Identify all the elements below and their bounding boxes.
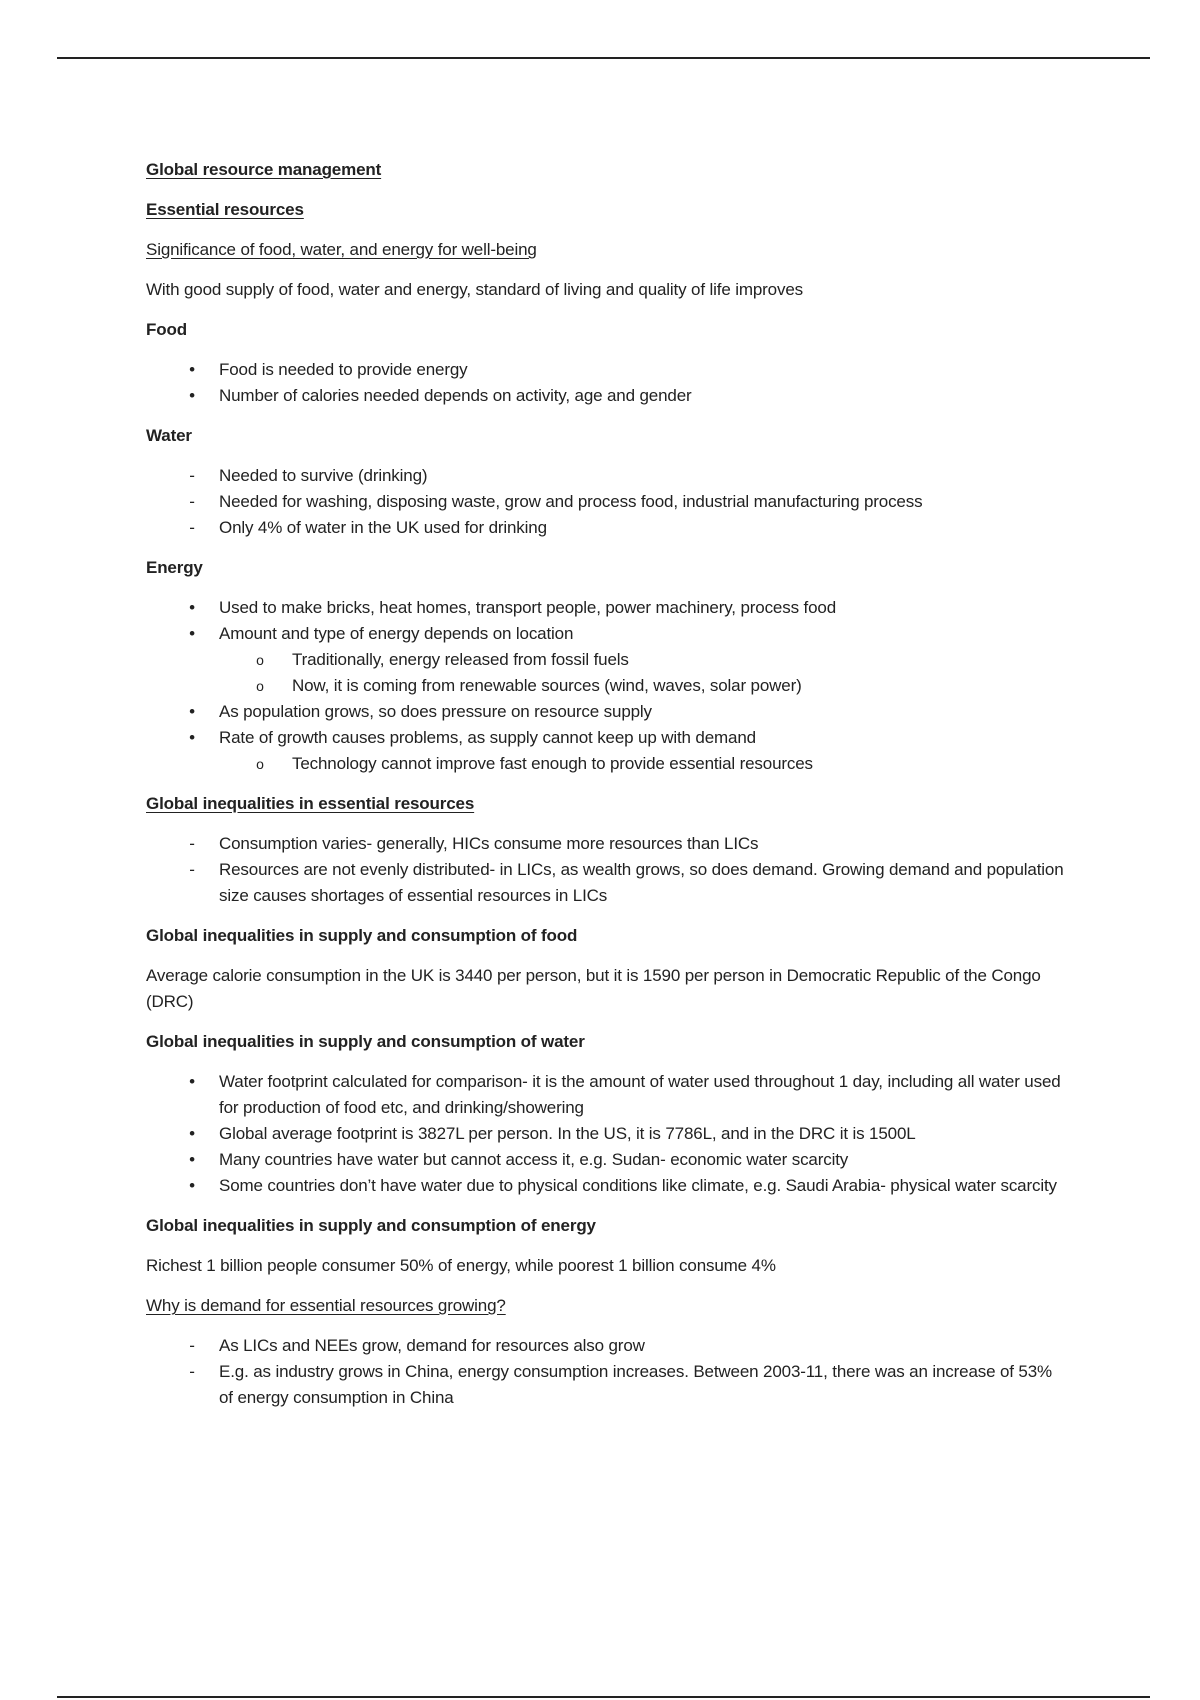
subsection-heading: Significance of food, water, and energy for well-being (146, 240, 537, 259)
heading-inequalities-energy: Global inequalities in supply and consumption of energy (146, 1216, 596, 1235)
list-item-text: Water footprint calculated for comparison- it is the amount of water used throughout 1 day, including all water used for production of food etc, and drinking/showering (219, 1072, 1061, 1117)
heading-energy: Energy (146, 558, 203, 577)
list-item-text: Needed to survive (drinking) (219, 466, 428, 485)
sub-list-item (146, 751, 1066, 777)
list-item-text: As population grows, so does pressure on resource supply (219, 702, 652, 721)
list-item (146, 725, 1066, 751)
list-item-text: Needed for washing, disposing waste, grow and process food, industrial manufacturing process (219, 492, 923, 511)
list-item (146, 515, 1066, 541)
list-item-text: Many countries have water but cannot access it, e.g. Sudan- economic water scarcity (219, 1150, 849, 1169)
water-inequalities-list (146, 1069, 1066, 1199)
list-item-text: Food is needed to provide energy (219, 360, 468, 379)
dash-icon: - (189, 492, 195, 511)
bullet-icon: • (189, 1124, 195, 1143)
why-list (146, 1333, 1066, 1411)
document-title: Global resource management (146, 160, 382, 179)
document-body (146, 157, 1066, 1425)
list-item (146, 595, 1066, 621)
list-item (146, 1359, 1066, 1411)
circle-bullet-icon: o (256, 678, 264, 694)
list-item-text: Rate of growth causes problems, as supply cannot keep up with demand (219, 728, 756, 747)
list-item-text: Used to make bricks, heat homes, transport people, power machinery, process food (219, 598, 836, 617)
paragraph: With good supply of food, water and energy, standard of living and quality of life improves (146, 280, 803, 299)
bullet-icon: • (189, 1072, 195, 1091)
list-item-text: Technology cannot improve fast enough to provide essential resources (292, 754, 813, 773)
dash-icon: - (189, 1336, 195, 1355)
list-item-text: Resources are not evenly distributed- in LICs, as wealth grows, so does demand. Growing demand and population size causes shortages of essential resources in LICs (219, 860, 1064, 905)
list-item (146, 831, 1066, 857)
list-item (146, 1333, 1066, 1359)
list-item-text: Traditionally, energy released from fossil fuels (292, 650, 629, 669)
list-item-text: Number of calories needed depends on activity, age and gender (219, 386, 692, 405)
dash-icon: - (189, 466, 195, 485)
circle-bullet-icon: o (256, 652, 264, 668)
list-item (146, 357, 1066, 383)
list-item-text: E.g. as industry grows in China, energy consumption increases. Between 2003-11, there was an increase of 53% of energy consumption in China (219, 1362, 1053, 1407)
bullet-icon: • (189, 1176, 195, 1195)
water-list (146, 463, 1066, 541)
paragraph: Richest 1 billion people consumer 50% of energy, while poorest 1 billion consume 4% (146, 1256, 776, 1275)
food-list (146, 357, 1066, 409)
bullet-icon: • (189, 360, 195, 379)
list-item-text: Consumption varies- generally, HICs consume more resources than LICs (219, 834, 759, 853)
list-item (146, 621, 1066, 647)
footer-rule (57, 1696, 1150, 1698)
list-item-text: As LICs and NEEs grow, demand for resources also grow (219, 1336, 645, 1355)
dash-icon: - (189, 834, 195, 853)
list-item (146, 1147, 1066, 1173)
bullet-icon: • (189, 624, 195, 643)
list-item (146, 1121, 1066, 1147)
list-item-text: Only 4% of water in the UK used for drinking (219, 518, 547, 537)
paragraph: Average calorie consumption in the UK is 3440 per person, but it is 1590 per person in Democratic Republic of the Congo (DRC) (146, 966, 1041, 1011)
heading-inequalities-food: Global inequalities in supply and consumption of food (146, 926, 578, 945)
list-item (146, 857, 1066, 909)
header-rule (57, 57, 1150, 59)
heading-global-inequalities: Global inequalities in essential resources (146, 794, 475, 813)
bullet-icon: • (189, 386, 195, 405)
dash-icon: - (189, 518, 195, 537)
list-item-text: Now, it is coming from renewable sources (wind, waves, solar power) (292, 676, 802, 695)
energy-list (146, 595, 1066, 777)
list-item (146, 699, 1066, 725)
heading-why-demand: Why is demand for essential resources growing? (146, 1296, 506, 1315)
bullet-icon: • (189, 728, 195, 747)
list-item (146, 489, 1066, 515)
bullet-icon: • (189, 1150, 195, 1169)
dash-icon: - (189, 860, 195, 879)
list-item (146, 1173, 1066, 1199)
heading-water: Water (146, 426, 192, 445)
list-item (146, 383, 1066, 409)
bullet-icon: • (189, 702, 195, 721)
list-item-text: Some countries don’t have water due to physical conditions like climate, e.g. Saudi Arabia- physical water scarcity (219, 1176, 1057, 1195)
list-item-text: Global average footprint is 3827L per person. In the US, it is 7786L, and in the DRC it is 1500L (219, 1124, 916, 1143)
circle-bullet-icon: o (256, 756, 264, 772)
sub-list-item (146, 647, 1066, 673)
list-item (146, 463, 1066, 489)
heading-inequalities-water: Global inequalities in supply and consumption of water (146, 1032, 585, 1051)
list-item-text: Amount and type of energy depends on location (219, 624, 574, 643)
bullet-icon: • (189, 598, 195, 617)
heading-food: Food (146, 320, 187, 339)
list-item (146, 1069, 1066, 1121)
sub-list-item (146, 673, 1066, 699)
section-heading: Essential resources (146, 200, 304, 219)
dash-icon: - (189, 1362, 195, 1381)
inequalities-list (146, 831, 1066, 909)
